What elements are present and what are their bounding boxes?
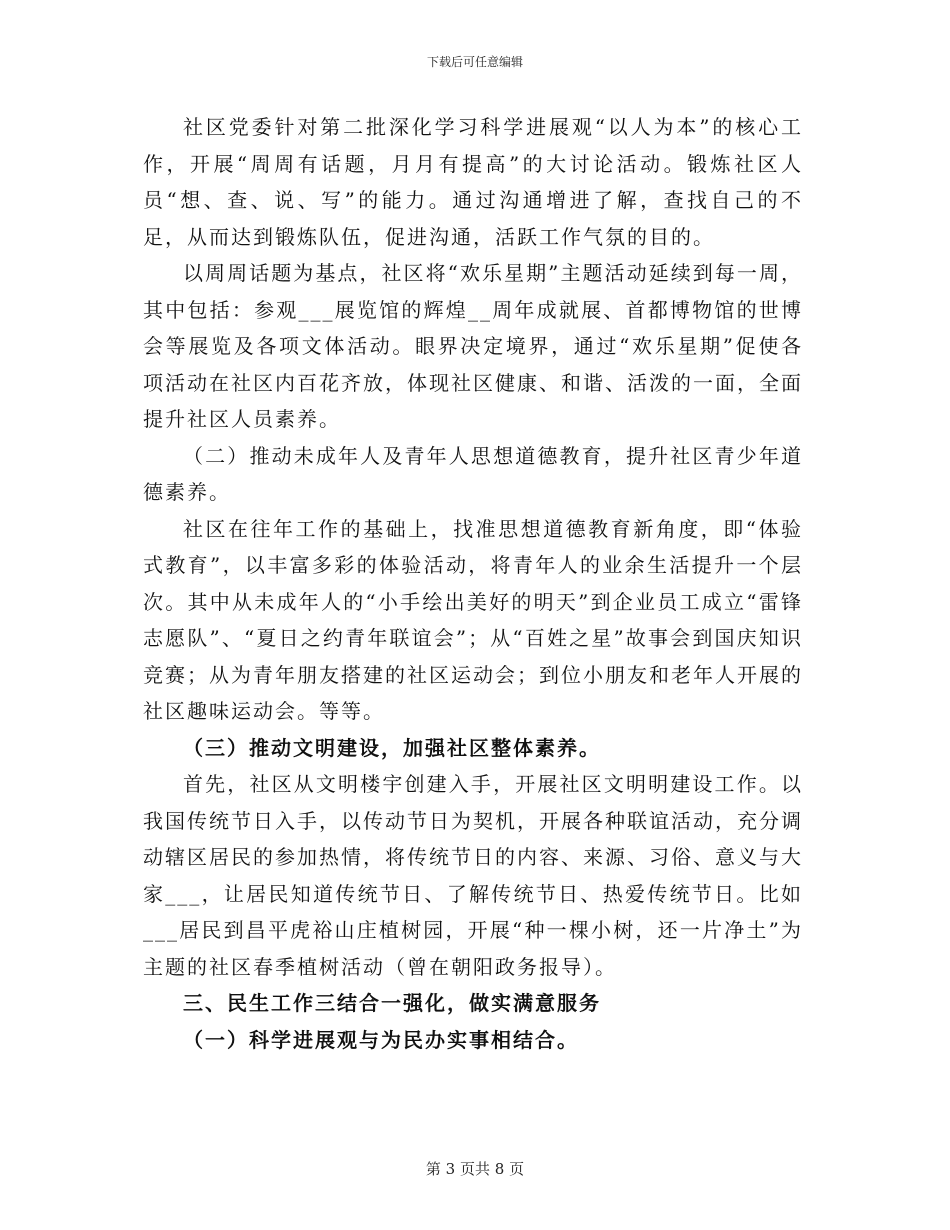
paragraph-4: 首先，社区从文明楼宇创建入手，开展社区文明明建设工作。以我国传统节日入手，以传动节日为契机，开展各种联谊活动，充分调动辖区居民的参加热情，将传统节日的内容、来源、习俗、意义与大家___，让居民知道传统节日、了解传统节日、热爱传统节日。比如___居民到昌平虎裕山庄植树园，开展“种一棵小树，还一片净土”为主题的社区春季植树活动（曾在朝阳政务报导）。 [143,772,803,979]
paragraph-3: 社区在往年工作的基础上，找准思想道德教育新角度，即“体验式教育”，以丰富多彩的体验活动，将青年人的业余生活提升一个层次。其中从未成年人的“小手绘出美好的明天”到企业员工成立“雷锋志愿队”、“夏日之约青年联谊会”；从“百姓之星”故事会到国庆知识竞赛；从为青年朋友搭建的社区运动会；到位小朋友和老年人开展的社区趣味运动会。等等。 [143,516,803,723]
page-footer: 第 3 页共 8 页 [425,1160,525,1178]
page-header: 下载后可任意编辑 [426,55,523,69]
paragraph-2: 以周周话题为基点，社区将“欢乐星期”主题活动延续到每一周，其中包括：参观___展览馆的辉煌__周年成就展、首都博物馆的世博会等展览及各项文体活动。眼界决定境界，通过“欢乐星期”促使各项活动在社区内百花齐放，体现社区健康、和谐、活泼的一面，全面提升社区人员素养。 [143,261,803,431]
paragraph-1: 社区党委针对第二批深化学习科学进展观“以人为本”的核心工作，开展“周周有话题，月月有提高”的大讨论活动。锻炼社区人员“想、查、说、写”的能力。通过沟通增进了解，查找自己的不足，从而达到锻炼队伍，促进沟通，活跃工作气氛的目的。 [143,115,803,249]
document-body [143,109,803,1058]
section-heading-2: （二）推动未成年人及青年人思想道德教育，提升社区青少年道德素养。 [143,443,803,504]
chapter-heading-3: 三、民生工作三结合一强化，做实满意服务 [183,991,601,1015]
section-heading-3: （三）推动文明建设，加强社区整体素养。 [183,735,601,760]
subsection-heading-1: （一）科学进展观与为民办实事相结合。 [183,1027,579,1052]
